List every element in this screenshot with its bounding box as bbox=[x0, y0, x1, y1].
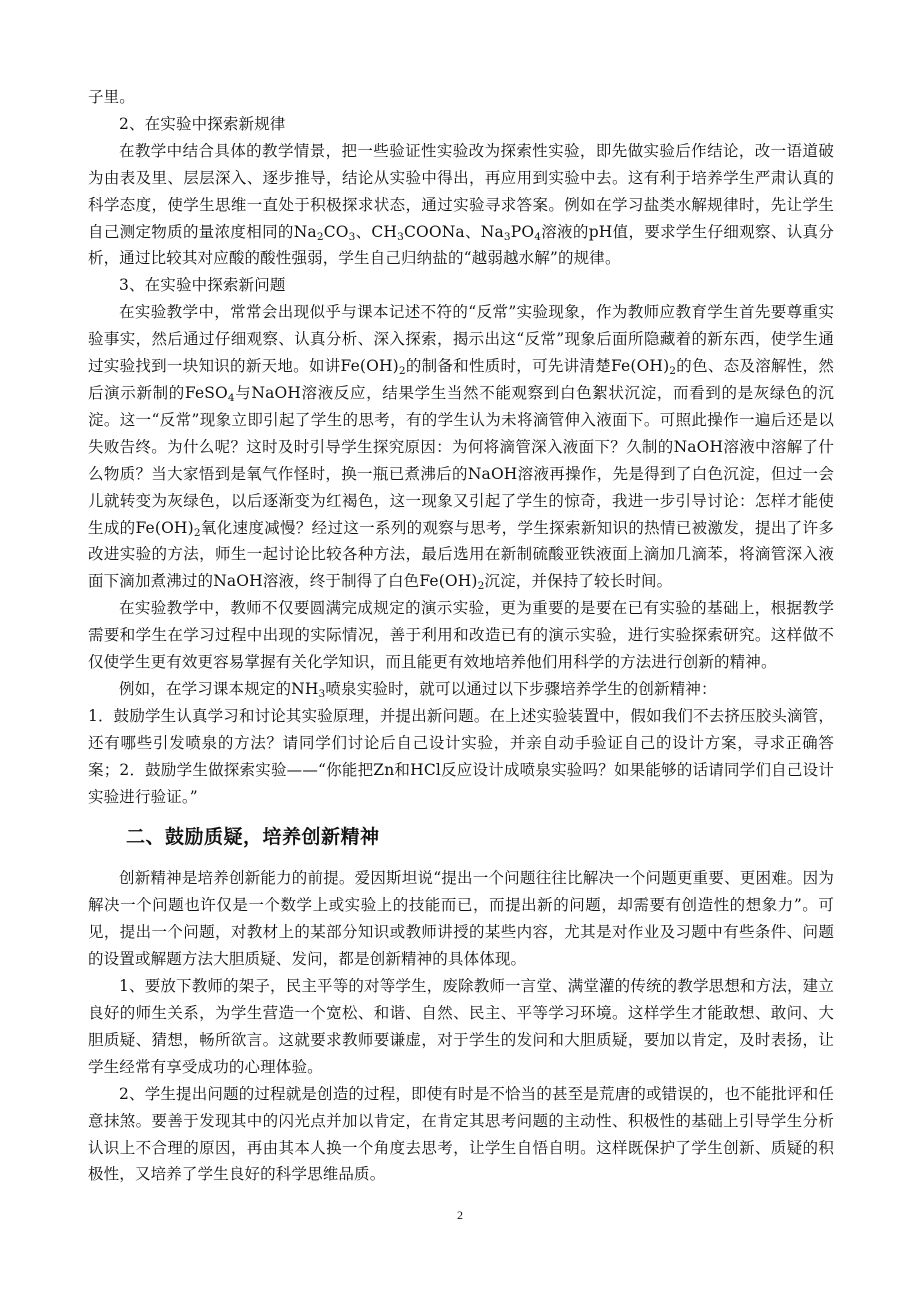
paragraph bbox=[88, 138, 834, 273]
text-run: 的色、态及溶解性，然后演示新制的FeSO bbox=[88, 357, 834, 402]
text-run: 2、在实验中探索新规律 bbox=[119, 114, 286, 133]
subscript: 2 bbox=[477, 580, 485, 593]
text-run: 3、在实验中探索新问题 bbox=[119, 276, 286, 295]
subscript: 3 bbox=[318, 687, 326, 700]
subscript: 2 bbox=[316, 230, 324, 243]
paragraph bbox=[88, 272, 834, 299]
text-run: 二、鼓励质疑，培养创新精神 bbox=[126, 826, 380, 849]
text-run: 例如，在学习课本规定的NH bbox=[119, 679, 319, 698]
text-run: 氧化速度减慢？经过这一系列的观察与思考，学生探索新知识的热情已被激发，提出了许多改进实验的方法，师生一起讨论比较各种方法，最后选用在新制硫酸亚铁液面上滴加几滴苯，将滴管深入液面下滴加煮沸过的NaOH溶液，终于制得了白色Fe(OH) bbox=[88, 518, 835, 591]
text-run: 、CH bbox=[355, 222, 398, 241]
text-run: 创新精神是培养创新能力的前提。爱因斯坦说“提出一个问题往往比解决一个问题更重要、更困难。因为解决一个问题也许仅是一个数学上或实验上的技能而已，而提出新的问题，却需要有创造性的想象力”。可见，提出一个问题，对教材上的某部分知识或教师讲授的某些内容，尤其是对作业及习题中有些条件、问题的设置或解题方法大胆质疑、发问，都是创新精神的具体体现。 bbox=[88, 869, 834, 969]
paragraph bbox=[88, 676, 834, 703]
paragraph bbox=[88, 299, 834, 595]
text-run: 溶液的pH值，要求学生仔细观察、认真分析，通过比较其对应酸的酸性强弱，学生自己归纳盐的“越弱越水解”的规律。 bbox=[88, 222, 834, 268]
text-run: 1．鼓励学生认真学习和讨论其实验原理，并提出新问题。在上述实验装置中，假如我们不去挤压胶头滴管，还有哪些引发喷泉的方法？请同学们讨论后自己设计实验，并亲自动手验证自己的设计方案，寻求正确答案；2．鼓励学生做探索实验——“你能把Zn和HCl反应设计成喷泉实验吗？如果能够的话请同学们自己设计实验进行验证。” bbox=[88, 706, 834, 806]
paragraph bbox=[88, 973, 834, 1081]
text-run: CO bbox=[323, 222, 349, 241]
text-run: PO bbox=[510, 222, 535, 241]
paragraph bbox=[88, 111, 834, 138]
subscript: 4 bbox=[227, 391, 235, 404]
text-run: COONa、Na bbox=[403, 222, 504, 241]
subscript: 3 bbox=[348, 230, 356, 243]
subscript: 3 bbox=[503, 230, 511, 243]
paragraph bbox=[88, 703, 834, 811]
subscript: 2 bbox=[193, 526, 201, 539]
document-body bbox=[88, 84, 834, 1188]
paragraph bbox=[88, 1081, 834, 1189]
subscript: 3 bbox=[397, 230, 404, 243]
subscript: 4 bbox=[534, 230, 542, 243]
page-number: 2 bbox=[457, 1208, 463, 1222]
text-run: 子里。 bbox=[88, 88, 135, 106]
text-run: 喷泉实验时，就可以通过以下步骤培养学生的创新精神： bbox=[325, 679, 717, 698]
text-run: 1、要放下教师的架子，民主平等的对等学生，废除教师一言堂、满堂灌的传统的教学思想和方法，建立良好的师生关系，为学生营造一个宽松、和谐、自然、民主、平等学习环境。这样学生才能敢想、敢问、大胆质疑、猜想，畅所欲言。这就要求教师要谦虚，对于学生的发问和大胆质疑，要加以肯定，及时表扬，让学生经常有享受成功的心理体验。 bbox=[88, 977, 834, 1076]
paragraph bbox=[88, 84, 834, 111]
paragraph bbox=[88, 595, 834, 676]
paragraph bbox=[88, 865, 834, 973]
text-run: 的制备和性质时，可先讲清楚Fe(OH) bbox=[405, 357, 670, 376]
subscript: 2 bbox=[669, 365, 677, 377]
subscript: 2 bbox=[398, 365, 406, 377]
text-run: 在实验教学中，教师不仅要圆满完成规定的演示实验，更为重要的是要在已有实验的基础上，根据教学需要和学生在学习过程中出现的实际情况，善于利用和改造已有的演示实验，进行实验探索研究。这样做不仅使学生更有效更容易掌握有关化学知识，而且能更有效地培养他们用科学的方法进行创新的精神。 bbox=[88, 599, 834, 672]
text-run: 在实验教学中，常常会出现似乎与课本记述不符的“反常”实验现象，作为教师应教育学生首先要尊重实验事实，然后通过仔细观察、认真分析、深入探索，揭示出这“反常”现象后面所隐藏着的新东西，使学生通过实验找到一块知识的新天地。如讲Fe(OH) bbox=[88, 303, 834, 376]
text-run: 在教学中结合具体的教学情景，把一些验证性实验改为探索性实验，即先做实验后作结论，改一语道破为由表及里、层层深入、逐步推导，结论从实验中得出，再应用到实验中去。这有利于培养学生严肃认真的科学态度，使学生思维一直处于积极探求状态，通过实验寻求答案。例如在学习盐类水解规律时，先让学生自己测定物质的量浓度相同的Na bbox=[88, 141, 834, 241]
text-run: 沉淀，并保持了较长时间。 bbox=[484, 572, 673, 591]
text-run: 与NaOH溶液反应，结果学生当然不能观察到白色絮状沉淀，而看到的是灰绿色的沉淀。这一“反常”现象立即引起了学生的思考，有的学生认为未将滴管伸入液面下。可照此操作一遍后还是以失败告终。为什么呢？这时及时引导学生探究原因：为何将滴管深入液面下？久制的NaOH溶液中溶解了什么物质？当大家悟到是氧气作怪时，换一瓶已煮沸后的NaOH溶液再操作，先是得到了白色沉淀，但过一会儿就转变为灰绿色，以后逐渐变为红褐色，这一现象又引起了学生的惊奇，我进一步引导讨论：怎样才能使生成的Fe(OH) bbox=[88, 383, 834, 537]
text-run: 2、学生提出问题的过程就是创造的过程，即使有时是不恰当的甚至是荒唐的或错误的，也不能批评和任意抹煞。要善于发现其中的闪光点并加以肯定，在肯定其思考问题的主动性、积极性的基础上引导学生分析认识上不合理的原因，再由其本人换一个角度去思考，让学生自悟自明。这样既保护了学生创新、质疑的积极性，又培养了学生良好的科学思维品质。 bbox=[88, 1084, 834, 1184]
section-heading bbox=[88, 823, 834, 851]
